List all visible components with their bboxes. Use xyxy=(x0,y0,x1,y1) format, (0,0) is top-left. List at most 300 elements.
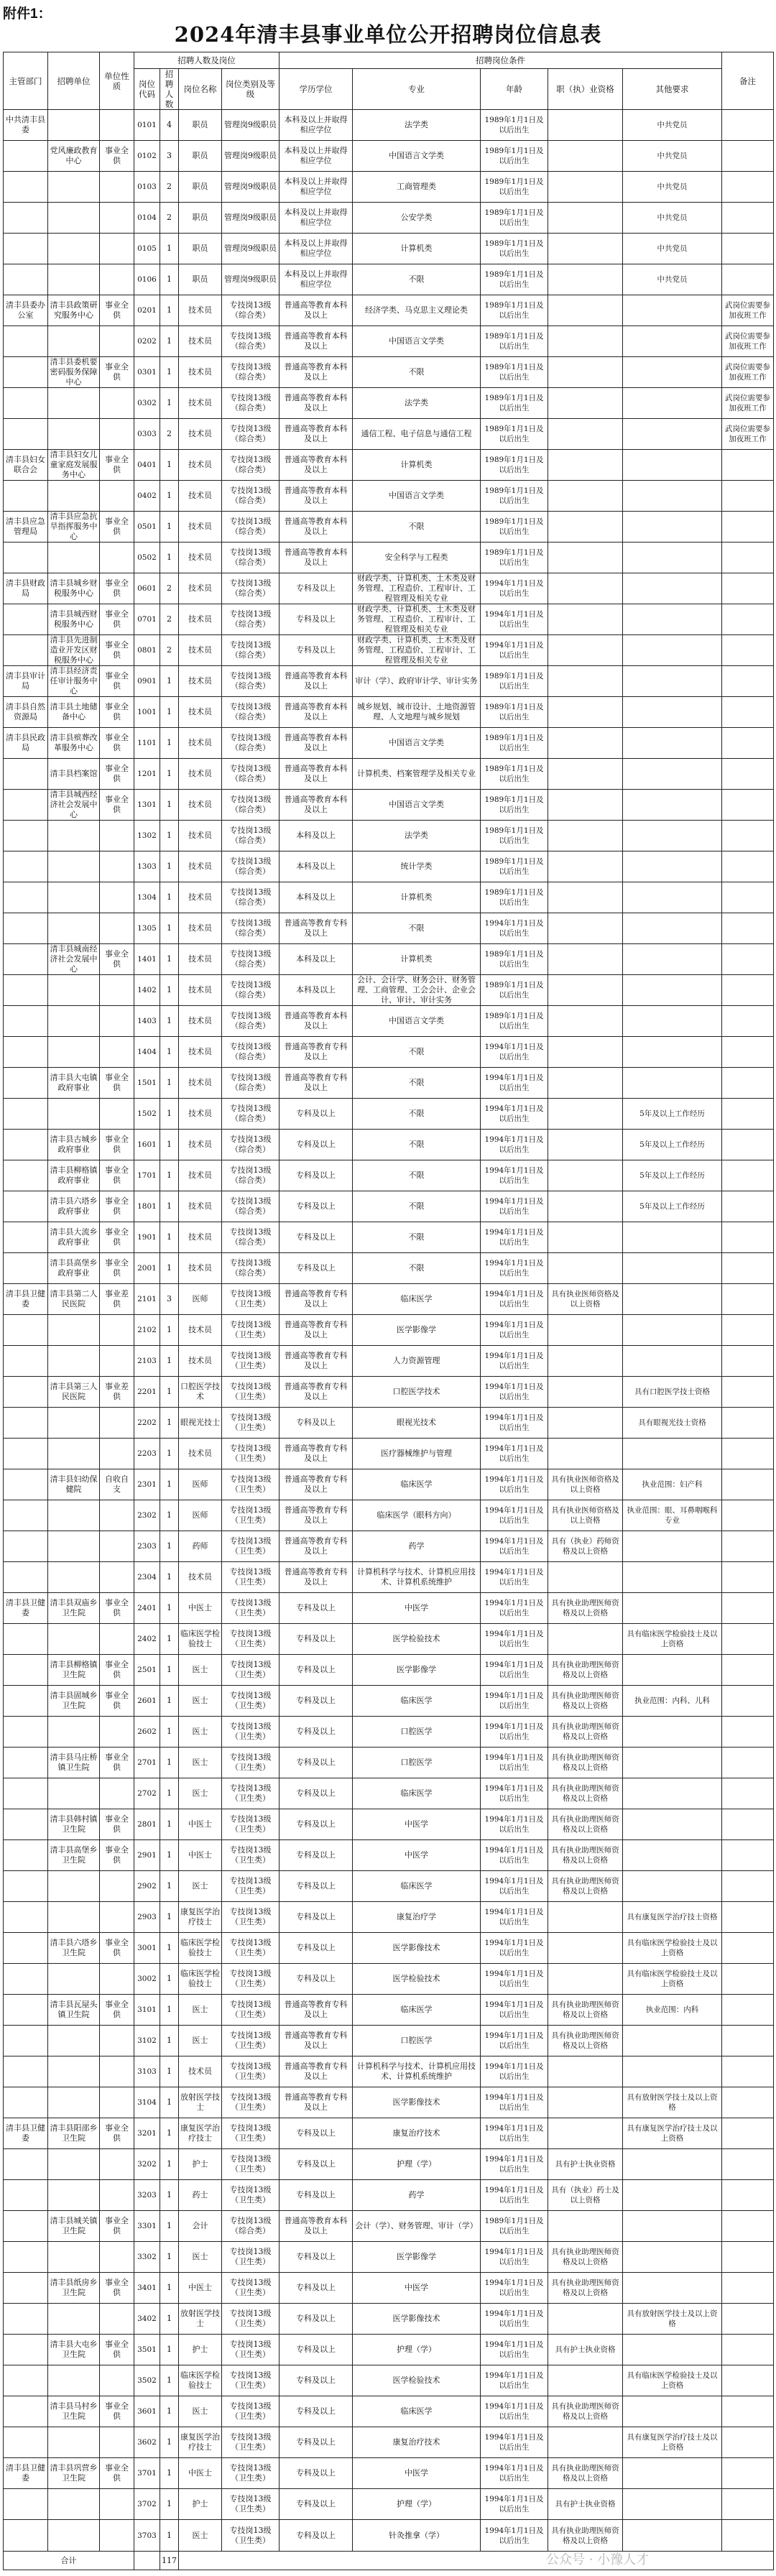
cell-category: 专技岗13级（综合类） xyxy=(222,821,280,851)
cell-code: 0201 xyxy=(134,295,160,326)
cell-qualification xyxy=(548,1315,623,1346)
cell-remark xyxy=(722,481,774,512)
cell-major: 康复治疗学 xyxy=(353,1902,481,1933)
cell-qualification: 具有执业助理医师资格及以上资格 xyxy=(548,1871,623,1902)
cell-remark xyxy=(722,1439,774,1469)
cell-dept xyxy=(4,543,48,573)
cell-remark xyxy=(722,172,774,203)
cell-major: 法学类 xyxy=(353,110,481,141)
cell-education: 本科及以上 xyxy=(280,851,353,882)
cell-other xyxy=(623,2149,722,2180)
table-row xyxy=(4,1099,774,1130)
table-row xyxy=(4,2026,774,2056)
cell-code: 2302 xyxy=(134,1500,160,1531)
cell-count: 1 xyxy=(160,1995,179,2026)
cell-unit-type: 事业差供 xyxy=(100,1377,134,1408)
table-row xyxy=(4,512,774,543)
cell-count: 1 xyxy=(160,1624,179,1655)
table-row xyxy=(4,604,774,635)
cell-unit xyxy=(48,2427,100,2458)
cell-qualification xyxy=(548,666,623,697)
cell-qualification: 具有护士执业资格 xyxy=(548,2489,623,2520)
cell-code: 0502 xyxy=(134,543,160,573)
cell-other xyxy=(623,913,722,944)
cell-major: 医学影像技术 xyxy=(353,2304,481,2335)
table-row xyxy=(4,759,774,790)
cell-code: 0202 xyxy=(134,326,160,357)
cell-age: 1994年1月1日及以后出生 xyxy=(481,1655,548,1686)
cell-education: 普通高等教育专科及以上 xyxy=(280,1377,353,1408)
cell-code: 3701 xyxy=(134,2458,160,2489)
cell-age: 1994年1月1日及以后出生 xyxy=(481,1068,548,1099)
cell-age: 1994年1月1日及以后出生 xyxy=(481,1439,548,1469)
cell-education: 专科及以上 xyxy=(280,635,353,666)
cell-position-name: 临床医学检验技士 xyxy=(179,2365,222,2396)
cell-unit xyxy=(48,419,100,450)
cell-dept xyxy=(4,2026,48,2056)
header-code: 岗位代码 xyxy=(134,69,160,110)
cell-category: 专技岗13级（综合类） xyxy=(222,295,280,326)
cell-code: 2801 xyxy=(134,1809,160,1840)
cell-code: 2304 xyxy=(134,1562,160,1593)
cell-major: 计算机科学与技术、计算机应用技术、计算机系统维护 xyxy=(353,1562,481,1593)
cell-category: 管理岗9级职员 xyxy=(222,141,280,172)
cell-code: 3703 xyxy=(134,2520,160,2552)
cell-other xyxy=(623,1593,722,1624)
cell-unit xyxy=(48,1500,100,1531)
cell-count: 1 xyxy=(160,234,179,264)
cell-category: 专技岗13级（综合类） xyxy=(222,1006,280,1037)
cell-education: 本科及以上并取得相应学位 xyxy=(280,141,353,172)
cell-remark xyxy=(722,2458,774,2489)
cell-count: 1 xyxy=(160,1809,179,1840)
cell-category: 管理岗9级职员 xyxy=(222,172,280,203)
cell-count: 1 xyxy=(160,1500,179,1531)
cell-unit xyxy=(48,1871,100,1902)
cell-count: 1 xyxy=(160,1408,179,1439)
cell-other xyxy=(623,2180,722,2211)
header-count: 招聘人数 xyxy=(160,69,179,110)
cell-unit-type xyxy=(100,1717,134,1748)
cell-dept xyxy=(4,1160,48,1191)
cell-position-name: 医士 xyxy=(179,2396,222,2427)
cell-age: 1989年1月1日及以后出生 xyxy=(481,295,548,326)
table-row xyxy=(4,110,774,141)
cell-position-name: 护士 xyxy=(179,2149,222,2180)
table-row xyxy=(4,573,774,604)
cell-major: 不限 xyxy=(353,357,481,388)
cell-major: 康复治疗技术 xyxy=(353,2427,481,2458)
cell-category: 专技岗13级（综合类） xyxy=(222,635,280,666)
cell-education: 专科及以上 xyxy=(280,573,353,604)
cell-major: 统计学类 xyxy=(353,851,481,882)
cell-other: 具有眼视光技士资格 xyxy=(623,1408,722,1439)
cell-major: 中医学 xyxy=(353,1840,481,1871)
table-row xyxy=(4,2087,774,2118)
header-age: 年龄 xyxy=(481,69,548,110)
cell-code: 1701 xyxy=(134,1160,160,1191)
cell-education: 专科及以上 xyxy=(280,2273,353,2304)
cell-code: 3702 xyxy=(134,2489,160,2520)
cell-position-name: 技术员 xyxy=(179,1130,222,1160)
cell-education: 普通高等教育专科及以上 xyxy=(280,1068,353,1099)
cell-dept xyxy=(4,1840,48,1871)
table-row xyxy=(4,1624,774,1655)
cell-position-name: 技术员 xyxy=(179,512,222,543)
cell-other: 中共党员 xyxy=(623,141,722,172)
cell-age: 1994年1月1日及以后出生 xyxy=(481,2118,548,2149)
cell-major: 临床医学 xyxy=(353,1686,481,1717)
cell-count: 1 xyxy=(160,944,179,975)
table-row xyxy=(4,295,774,326)
cell-other xyxy=(623,543,722,573)
cell-major: 康复治疗技术 xyxy=(353,2118,481,2149)
cell-other xyxy=(623,1809,722,1840)
cell-age: 1994年1月1日及以后出生 xyxy=(481,2056,548,2087)
cell-unit: 党风廉政教育中心 xyxy=(48,141,100,172)
cell-position-name: 临床医学检验技士 xyxy=(179,1933,222,1964)
cell-unit-type: 事业全供 xyxy=(100,697,134,728)
table-row xyxy=(4,2458,774,2489)
cell-qualification xyxy=(548,172,623,203)
cell-remark xyxy=(722,110,774,141)
header-unit-type: 单位性质 xyxy=(100,52,134,110)
cell-unit-type xyxy=(100,975,134,1006)
cell-qualification xyxy=(548,1068,623,1099)
cell-major: 中医学 xyxy=(353,2273,481,2304)
cell-other: 执业范围：妇产科 xyxy=(623,1469,722,1500)
cell-education: 本科及以上并取得相应学位 xyxy=(280,203,353,234)
cell-unit-type xyxy=(100,203,134,234)
cell-dept xyxy=(4,759,48,790)
cell-other: 具有临床医学检验技士及以上资格 xyxy=(623,1624,722,1655)
cell-age: 1994年1月1日及以后出生 xyxy=(481,1562,548,1593)
cell-code: 0303 xyxy=(134,419,160,450)
cell-other xyxy=(623,604,722,635)
cell-major: 护理（学） xyxy=(353,2489,481,2520)
cell-category: 专技岗13级（卫生类） xyxy=(222,1748,280,1778)
cell-other: 具有临床医学检验技士及以上资格 xyxy=(623,1964,722,1995)
cell-education: 本科及以上 xyxy=(280,821,353,851)
cell-education: 专科及以上 xyxy=(280,1253,353,1284)
cell-unit-type xyxy=(100,326,134,357)
cell-dept: 清丰县财政局 xyxy=(4,573,48,604)
table-row xyxy=(4,1500,774,1531)
table-row xyxy=(4,1130,774,1160)
cell-unit-type xyxy=(100,2489,134,2520)
cell-unit-type: 事业全供 xyxy=(100,2273,134,2304)
cell-unit-type: 事业全供 xyxy=(100,2458,134,2489)
cell-position-name: 医士 xyxy=(179,1995,222,2026)
cell-unit: 清丰县城西财税服务中心 xyxy=(48,604,100,635)
table-row xyxy=(4,1068,774,1099)
cell-dept xyxy=(4,1191,48,1222)
cell-dept xyxy=(4,1778,48,1809)
cell-qualification xyxy=(548,2211,623,2242)
cell-age: 1994年1月1日及以后出生 xyxy=(481,1222,548,1253)
cell-unit-type xyxy=(100,2056,134,2087)
cell-unit xyxy=(48,110,100,141)
cell-code: 1305 xyxy=(134,913,160,944)
cell-position-name: 技术员 xyxy=(179,697,222,728)
cell-dept xyxy=(4,1439,48,1469)
cell-major: 中国语言文学类 xyxy=(353,790,481,821)
cell-age: 1989年1月1日及以后出生 xyxy=(481,234,548,264)
cell-remark xyxy=(722,1377,774,1408)
cell-unit-type: 事业差供 xyxy=(100,1284,134,1315)
cell-education: 本科及以上 xyxy=(280,944,353,975)
cell-position-name: 技术员 xyxy=(179,1346,222,1377)
cell-dept xyxy=(4,1346,48,1377)
cell-major: 医学影像学 xyxy=(353,2242,481,2273)
cell-dept xyxy=(4,1562,48,1593)
cell-unit-type xyxy=(100,388,134,419)
header-position-name: 岗位名称 xyxy=(179,69,222,110)
table-row xyxy=(4,543,774,573)
cell-category: 专技岗13级（综合类） xyxy=(222,481,280,512)
cell-age: 1989年1月1日及以后出生 xyxy=(481,172,548,203)
table-row xyxy=(4,975,774,1006)
cell-age: 1994年1月1日及以后出生 xyxy=(481,2365,548,2396)
cell-position-name: 技术员 xyxy=(179,1222,222,1253)
table-row xyxy=(4,1006,774,1037)
cell-age: 1994年1月1日及以后出生 xyxy=(481,635,548,666)
cell-education: 普通高等教育本科及以上 xyxy=(280,697,353,728)
cell-unit: 清丰县韩村镇卫生院 xyxy=(48,1809,100,1840)
cell-education: 普通高等教育本科及以上 xyxy=(280,1006,353,1037)
cell-unit: 清丰县双庙乡卫生院 xyxy=(48,1593,100,1624)
cell-other xyxy=(623,728,722,759)
cell-code: 3101 xyxy=(134,1995,160,2026)
cell-education: 专科及以上 xyxy=(280,1686,353,1717)
cell-qualification xyxy=(548,975,623,1006)
cell-unit: 清丰县城乡财税服务中心 xyxy=(48,573,100,604)
cell-major: 计算机类 xyxy=(353,944,481,975)
cell-age: 1994年1月1日及以后出生 xyxy=(481,1933,548,1964)
cell-qualification: 具有执业医师资格及以上资格 xyxy=(548,1469,623,1500)
cell-category: 专技岗13级（综合类） xyxy=(222,944,280,975)
cell-age: 1994年1月1日及以后出生 xyxy=(481,1346,548,1377)
cell-count: 1 xyxy=(160,851,179,882)
cell-major: 医学检验技术 xyxy=(353,1964,481,1995)
cell-count: 1 xyxy=(160,264,179,295)
cell-code: 2102 xyxy=(134,1315,160,1346)
cell-other xyxy=(623,2242,722,2273)
cell-major: 法学类 xyxy=(353,388,481,419)
cell-code: 2601 xyxy=(134,1686,160,1717)
table-row xyxy=(4,1531,774,1562)
cell-unit-type: 事业全供 xyxy=(100,790,134,821)
cell-code: 3301 xyxy=(134,2211,160,2242)
cell-position-name: 技术员 xyxy=(179,1006,222,1037)
cell-age: 1994年1月1日及以后出生 xyxy=(481,1191,548,1222)
cell-age: 1994年1月1日及以后出生 xyxy=(481,1871,548,1902)
cell-unit-type: 事业全供 xyxy=(100,1253,134,1284)
cell-unit-type xyxy=(100,2427,134,2458)
cell-qualification: 具有执业助理医师资格及以上资格 xyxy=(548,1655,623,1686)
cell-code: 2702 xyxy=(134,1778,160,1809)
cell-other: 具有口腔医学技士资格 xyxy=(623,1377,722,1408)
cell-category: 专技岗13级（综合类） xyxy=(222,1253,280,1284)
cell-qualification: 具有执业助理医师资格及以上资格 xyxy=(548,1995,623,2026)
cell-other xyxy=(623,512,722,543)
cell-remark xyxy=(722,512,774,543)
cell-qualification xyxy=(548,110,623,141)
cell-qualification xyxy=(548,234,623,264)
cell-dept xyxy=(4,1902,48,1933)
cell-major: 经济学类、马克思主义理论类 xyxy=(353,295,481,326)
cell-category: 专技岗13级（综合类） xyxy=(222,573,280,604)
total-value: 117 xyxy=(160,2552,179,2570)
cell-education: 普通高等教育专科及以上 xyxy=(280,1500,353,1531)
cell-qualification xyxy=(548,481,623,512)
cell-dept xyxy=(4,2056,48,2087)
cell-major: 安全科学与工程类 xyxy=(353,543,481,573)
cell-education: 专科及以上 xyxy=(280,1717,353,1748)
cell-position-name: 技术员 xyxy=(179,666,222,697)
cell-count: 1 xyxy=(160,2273,179,2304)
recruitment-table xyxy=(3,52,774,2570)
cell-unit-type xyxy=(100,2304,134,2335)
cell-unit xyxy=(48,1346,100,1377)
cell-unit xyxy=(48,1006,100,1037)
header-remark: 备注 xyxy=(722,52,774,110)
cell-remark xyxy=(722,1099,774,1130)
cell-age: 1994年1月1日及以后出生 xyxy=(481,2149,548,2180)
cell-qualification xyxy=(548,326,623,357)
cell-category: 专技岗13级（综合类） xyxy=(222,450,280,481)
cell-category: 专技岗13级（综合类） xyxy=(222,913,280,944)
cell-qualification xyxy=(548,635,623,666)
cell-qualification: 具有执业助理医师资格及以上资格 xyxy=(548,2458,623,2489)
cell-count: 1 xyxy=(160,790,179,821)
table-row xyxy=(4,2304,774,2335)
cell-major: 临床医学 xyxy=(353,1871,481,1902)
cell-education: 普通高等教育本科及以上 xyxy=(280,666,353,697)
cell-dept xyxy=(4,1995,48,2026)
cell-qualification: 具有执业助理医师资格及以上资格 xyxy=(548,2520,623,2552)
cell-dept xyxy=(4,944,48,975)
cell-remark xyxy=(722,635,774,666)
cell-code: 3601 xyxy=(134,2396,160,2427)
cell-dept xyxy=(4,1408,48,1439)
cell-other xyxy=(623,882,722,913)
cell-unit: 清丰县档案馆 xyxy=(48,759,100,790)
cell-age: 1994年1月1日及以后出生 xyxy=(481,1840,548,1871)
cell-unit: 清丰县土地储备中心 xyxy=(48,697,100,728)
cell-category: 专技岗13级（卫生类） xyxy=(222,2026,280,2056)
cell-category: 专技岗13级（卫生类） xyxy=(222,1284,280,1315)
cell-category: 专技岗13级（卫生类） xyxy=(222,2304,280,2335)
cell-code: 3104 xyxy=(134,2087,160,2118)
cell-qualification xyxy=(548,944,623,975)
cell-unit xyxy=(48,1315,100,1346)
cell-remark xyxy=(722,1933,774,1964)
cell-category: 专技岗13级（卫生类） xyxy=(222,2365,280,2396)
cell-dept xyxy=(4,2304,48,2335)
cell-dept xyxy=(4,2396,48,2427)
cell-unit xyxy=(48,1902,100,1933)
cell-code: 1403 xyxy=(134,1006,160,1037)
cell-dept xyxy=(4,172,48,203)
cell-education: 专科及以上 xyxy=(280,1748,353,1778)
cell-unit-type: 事业全供 xyxy=(100,2396,134,2427)
table-row xyxy=(4,1809,774,1840)
cell-unit-type: 事业全供 xyxy=(100,1191,134,1222)
cell-position-name: 职员 xyxy=(179,234,222,264)
cell-unit xyxy=(48,1624,100,1655)
cell-age: 1989年1月1日及以后出生 xyxy=(481,419,548,450)
cell-position-name: 技术员 xyxy=(179,913,222,944)
attachment-label: 附件1： xyxy=(3,6,52,22)
cell-dept xyxy=(4,2211,48,2242)
cell-unit xyxy=(48,1099,100,1130)
cell-other: 执业范围：内科 xyxy=(623,1995,722,2026)
cell-major: 中国语言文学类 xyxy=(353,326,481,357)
cell-count: 1 xyxy=(160,543,179,573)
cell-qualification xyxy=(548,264,623,295)
cell-unit xyxy=(48,1964,100,1995)
table-row xyxy=(4,2056,774,2087)
cell-age: 1994年1月1日及以后出生 xyxy=(481,2180,548,2211)
cell-remark xyxy=(722,1284,774,1315)
cell-other xyxy=(623,759,722,790)
cell-education: 普通高等教育本科及以上 xyxy=(280,295,353,326)
cell-count: 1 xyxy=(160,1377,179,1408)
cell-remark xyxy=(722,1871,774,1902)
cell-dept xyxy=(4,1871,48,1902)
cell-code: 0302 xyxy=(134,388,160,419)
cell-position-name: 医士 xyxy=(179,2520,222,2552)
cell-qualification xyxy=(548,851,623,882)
cell-count: 1 xyxy=(160,2458,179,2489)
cell-position-name: 技术员 xyxy=(179,388,222,419)
cell-remark xyxy=(722,913,774,944)
cell-age: 1994年1月1日及以后出生 xyxy=(481,1284,548,1315)
cell-unit xyxy=(48,1778,100,1809)
cell-major: 医学影像学 xyxy=(353,1315,481,1346)
cell-position-name: 技术员 xyxy=(179,1191,222,1222)
cell-code: 1901 xyxy=(134,1222,160,1253)
cell-position-name: 中医士 xyxy=(179,2273,222,2304)
cell-position-name: 技术员 xyxy=(179,2056,222,2087)
cell-unit-type: 事业全供 xyxy=(100,2118,134,2149)
cell-position-name: 职员 xyxy=(179,141,222,172)
cell-remark xyxy=(722,1500,774,1531)
cell-code: 1303 xyxy=(134,851,160,882)
cell-age: 1994年1月1日及以后出生 xyxy=(481,1160,548,1191)
cell-unit xyxy=(48,2242,100,2273)
cell-unit-type: 事业全供 xyxy=(100,666,134,697)
cell-code: 2701 xyxy=(134,1748,160,1778)
cell-dept xyxy=(4,913,48,944)
cell-major: 中国语言文学类 xyxy=(353,481,481,512)
cell-position-name: 技术员 xyxy=(179,851,222,882)
cell-education: 普通高等教育专科及以上 xyxy=(280,1037,353,1068)
table-row xyxy=(4,882,774,913)
cell-code: 3402 xyxy=(134,2304,160,2335)
cell-remark xyxy=(722,2335,774,2365)
cell-remark xyxy=(722,1686,774,1717)
cell-unit-type xyxy=(100,2180,134,2211)
cell-dept xyxy=(4,2427,48,2458)
cell-category: 专技岗13级（卫生类） xyxy=(222,2118,280,2149)
cell-other xyxy=(623,2335,722,2365)
cell-code: 0103 xyxy=(134,172,160,203)
cell-position-name: 技术员 xyxy=(179,419,222,450)
cell-other xyxy=(623,450,722,481)
cell-age: 1989年1月1日及以后出生 xyxy=(481,851,548,882)
